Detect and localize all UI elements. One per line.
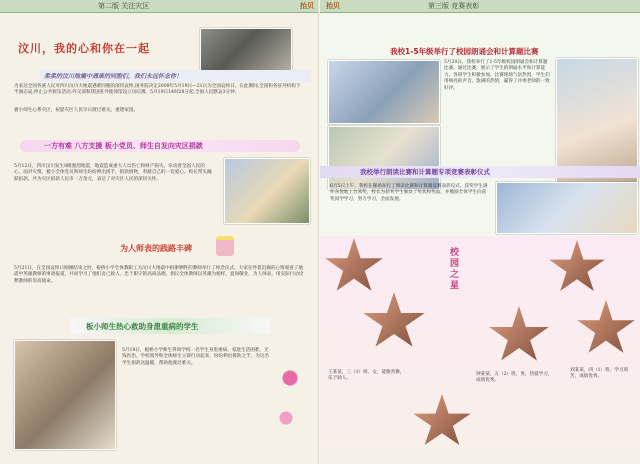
donation-photo: [224, 158, 310, 224]
right-page-header: [320, 0, 640, 13]
aid-title: 板小师生热心救助身患重病的学生: [86, 322, 199, 331]
intro-text: 为表达全国各族人民对四川汶川大地震遇难同胞的深切哀悼,国务院决定2008年5月19日—21日为全国哀悼日。在此期间,全国和各驻外机构下半旗志哀,停止公共娱乐活动,外交部和我国驻外使领馆设立吊唁簿。5月19日14时28分起,全国人民默哀3分钟。: [14, 84, 301, 96]
cake-icon: [216, 236, 234, 256]
ceremony-photo: [496, 182, 638, 234]
right-page: [320, 0, 640, 464]
flower-decoration: [270, 348, 310, 448]
aid-photo: [14, 340, 116, 450]
ceremony-text: 6月5日上午，我校在操场举行了朗读比赛和计算题竞赛表彰仪式。获奖学生满怀喜悦地上台领奖，校长为获奖学生颁发了奖状和奖品，并勉励全体学生向获奖同学学习，努力学习，全面发展。: [330, 184, 488, 202]
left-page-header: [0, 0, 320, 13]
student-text-c: 刘某某，四（1）班，学习刻苦，成绩优秀。: [570, 368, 629, 380]
teacher-text: 5月21日，在全国哀悼日刚刚结束之时，板桥小学全体教职工为汶川大地震中捐躯牺牲的教师举行了悼念仪式。大家在怀着沉痛的心情观看了地震中英雄教师的事迹报道，共同学习了他们舍己救人、忠于职守的高尚品德。倡议全体教师以英雄为榜样，爱岗敬业，为人师表，用实际行动诠释教师的崇高使命。: [14, 266, 304, 284]
classroom-photo-1: [328, 60, 440, 124]
intro-text-2: 板小师生心系灾区，祝愿灾区人民早日渡过难关，重建家园。: [14, 108, 139, 113]
issue-label-right: 第三版 竞赛表彰: [428, 2, 480, 10]
ceremony-title: 我校举行朗读比赛和计算题专项竞赛表彰仪式: [360, 168, 490, 176]
donation-text: 5月12日，四川汶川发生8级强烈地震，地震造成重大人员伤亡和财产损失。牵动着全国人民的心，面对灾情，板小全体党员和师生纷纷伸出援手，捐款捐物，奉献自己的一份爱心。校长带头踊跃捐款，共为灾区捐款人民币一万余元，表达了对灾区人民的深切关怀。: [14, 164, 212, 182]
contest-text: 5月20日，我校举行了1-5年级校园朗诵会和计算题比赛。通过比赛，展示了学生的朗诵水平和计算能力。各班学生积极参加，比赛现场气氛热烈，学生们用响亮的声音、饱满的热情，赢得了评委老师的一致好评。: [444, 60, 550, 91]
issue-label: 第二版 关注灾区: [98, 2, 150, 10]
earthquake-photo: [200, 28, 292, 72]
quote-text: 柔柔的汶川地震中遇难的同胞们，我们永远怀念你！: [44, 73, 183, 80]
teacher-title: 为人师表的践路丰碑: [120, 244, 192, 253]
contest-headline: 我校1-5年级举行了校园朗诵会和计算题比赛: [390, 47, 539, 56]
headline: 汶川，我的心和你在一起: [18, 42, 150, 55]
student-text-a: 王某某，三（1）班，女，能歌善舞，乐于助人。: [328, 370, 405, 382]
classroom-photo-2: [328, 126, 440, 190]
masthead-title: 抬贝: [300, 2, 314, 10]
masthead-title-right: 抬贝: [326, 2, 340, 10]
stars-title: 校园之星: [450, 248, 460, 291]
student-text-b: 钟某某，五（2）班，男，热爱学习，成绩优秀。: [476, 372, 553, 384]
donation-title: 一方有难 八方支援 板小党员、师生自发向灾区捐款: [44, 142, 203, 150]
aid-text: 5月19日，板桥小学师生得知学校一名学生身患重病，家庭生活困难，无钱医治，学校领导和全体师生立即行动起来，纷纷伸出援助之手，为这名学生捐款送温暖，帮助他渡过难关。: [122, 348, 270, 366]
